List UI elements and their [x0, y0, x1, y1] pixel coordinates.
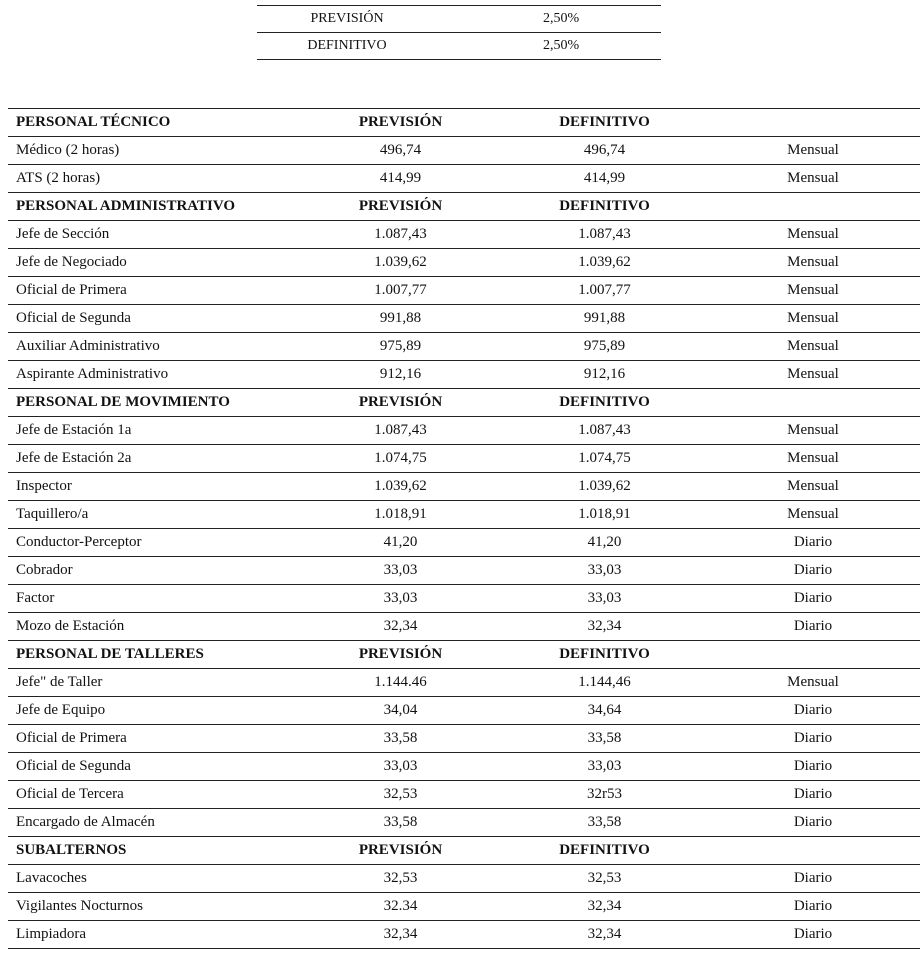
- column-header-prevision: PREVISIÓN: [298, 641, 503, 669]
- table-row: [8, 781, 920, 809]
- column-header-definitivo: DEFINITIVO: [503, 837, 706, 865]
- prevision-amount: 975,89: [298, 333, 503, 361]
- column-header-empty: [706, 193, 920, 221]
- prevision-amount: 33,03: [298, 753, 503, 781]
- pay-period: Diario: [706, 529, 920, 557]
- job-title: Jefe de Estación 2a: [8, 445, 298, 473]
- column-header-prevision: PREVISIÓN: [298, 193, 503, 221]
- job-title: ATS (2 horas): [8, 165, 298, 193]
- table-row: [8, 445, 920, 473]
- job-title: Jefe de Equipo: [8, 697, 298, 725]
- job-title: Mozo de Estación: [8, 613, 298, 641]
- summary-body: [257, 6, 661, 60]
- table-row: [8, 585, 920, 613]
- job-title: Jefe de Sección: [8, 221, 298, 249]
- table-row: [8, 669, 920, 697]
- definitivo-amount: 991,88: [503, 305, 706, 333]
- table-row: [8, 753, 920, 781]
- definitivo-amount: 1.144,46: [503, 669, 706, 697]
- job-title: Taquillero/a: [8, 501, 298, 529]
- prevision-amount: 33,58: [298, 809, 503, 837]
- definitivo-amount: 33,58: [503, 809, 706, 837]
- table-row: [8, 305, 920, 333]
- job-title: Jefe de Estación 1a: [8, 417, 298, 445]
- table-row: [8, 165, 920, 193]
- column-header-empty: [706, 389, 920, 417]
- pay-period: Mensual: [706, 501, 920, 529]
- pay-period: Diario: [706, 585, 920, 613]
- definitivo-amount: 33,03: [503, 753, 706, 781]
- table-row: [8, 221, 920, 249]
- pay-period: Mensual: [706, 165, 920, 193]
- summary-row: [257, 33, 661, 60]
- section-header-row: [8, 641, 920, 669]
- job-title: Auxiliar Administrativo: [8, 333, 298, 361]
- job-title: Oficial de Segunda: [8, 753, 298, 781]
- pay-period: Mensual: [706, 305, 920, 333]
- table-row: [8, 473, 920, 501]
- section-title: PERSONAL DE TALLERES: [8, 641, 298, 669]
- definitivo-amount: 1.039,62: [503, 249, 706, 277]
- prevision-amount: 32,34: [298, 613, 503, 641]
- section-header-row: [8, 193, 920, 221]
- definitivo-amount: 1.087,43: [503, 417, 706, 445]
- pay-period: Mensual: [706, 221, 920, 249]
- table-row: [8, 249, 920, 277]
- column-header-prevision: PREVISIÓN: [298, 837, 503, 865]
- prevision-amount: 32,53: [298, 781, 503, 809]
- prevision-amount: 1.087,43: [298, 221, 503, 249]
- job-title: Inspector: [8, 473, 298, 501]
- job-title: Oficial de Tercera: [8, 781, 298, 809]
- pay-period: Mensual: [706, 445, 920, 473]
- section-title: PERSONAL DE MOVIMIENTO: [8, 389, 298, 417]
- pay-period: Diario: [706, 613, 920, 641]
- job-title: Oficial de Primera: [8, 725, 298, 753]
- table-row: [8, 529, 920, 557]
- table-row: [8, 557, 920, 585]
- column-header-empty: [706, 109, 920, 137]
- prevision-amount: 1.039,62: [298, 249, 503, 277]
- prevision-amount: 32.34: [298, 893, 503, 921]
- job-title: Oficial de Segunda: [8, 305, 298, 333]
- definitivo-amount: 33,03: [503, 585, 706, 613]
- pay-period: Diario: [706, 557, 920, 585]
- prevision-amount: 414,99: [298, 165, 503, 193]
- definitivo-amount: 1.018,91: [503, 501, 706, 529]
- column-header-empty: [706, 837, 920, 865]
- increase-summary-table: [257, 5, 661, 60]
- prevision-amount: 496,74: [298, 137, 503, 165]
- prevision-amount: 912,16: [298, 361, 503, 389]
- pay-period: Diario: [706, 809, 920, 837]
- definitivo-amount: 33,03: [503, 557, 706, 585]
- prevision-amount: 991,88: [298, 305, 503, 333]
- job-title: Jefe" de Taller: [8, 669, 298, 697]
- definitivo-amount: 1.087,43: [503, 221, 706, 249]
- column-header-definitivo: DEFINITIVO: [503, 193, 706, 221]
- prevision-amount: 32,34: [298, 921, 503, 949]
- pay-period: Diario: [706, 893, 920, 921]
- definitivo-amount: 32,34: [503, 893, 706, 921]
- table-row: [8, 725, 920, 753]
- pay-period: Mensual: [706, 361, 920, 389]
- job-title: Jefe de Negociado: [8, 249, 298, 277]
- pay-period: Mensual: [706, 277, 920, 305]
- column-header-definitivo: DEFINITIVO: [503, 389, 706, 417]
- job-title: Oficial de Primera: [8, 277, 298, 305]
- salary-table: [8, 108, 920, 949]
- job-title: Aspirante Administrativo: [8, 361, 298, 389]
- job-title: Limpiadora: [8, 921, 298, 949]
- pay-period: Mensual: [706, 249, 920, 277]
- prevision-amount: 32,53: [298, 865, 503, 893]
- salary-table-body: [8, 109, 920, 949]
- definitivo-amount: 1.039,62: [503, 473, 706, 501]
- prevision-amount: 1.087,43: [298, 417, 503, 445]
- definitivo-amount: 32,34: [503, 921, 706, 949]
- prevision-amount: 41,20: [298, 529, 503, 557]
- table-row: [8, 809, 920, 837]
- job-title: Vigilantes Nocturnos: [8, 893, 298, 921]
- prevision-amount: 33,03: [298, 557, 503, 585]
- definitivo-amount: 32r53: [503, 781, 706, 809]
- section-header-row: [8, 389, 920, 417]
- prevision-amount: 1.144.46: [298, 669, 503, 697]
- definitivo-amount: 1.074,75: [503, 445, 706, 473]
- definitivo-amount: 1.007,77: [503, 277, 706, 305]
- pay-period: Diario: [706, 865, 920, 893]
- pay-period: Diario: [706, 725, 920, 753]
- section-title: SUBALTERNOS: [8, 837, 298, 865]
- pay-period: Mensual: [706, 333, 920, 361]
- table-row: [8, 277, 920, 305]
- pay-period: Mensual: [706, 473, 920, 501]
- pay-period: Diario: [706, 921, 920, 949]
- definitivo-amount: 34,64: [503, 697, 706, 725]
- pay-period: Mensual: [706, 417, 920, 445]
- prevision-amount: 1.074,75: [298, 445, 503, 473]
- job-title: Médico (2 horas): [8, 137, 298, 165]
- definitivo-amount: 912,16: [503, 361, 706, 389]
- summary-label: PREVISIÓN: [257, 6, 437, 33]
- summary-label: DEFINITIVO: [257, 33, 437, 60]
- table-row: [8, 613, 920, 641]
- pay-period: Mensual: [706, 669, 920, 697]
- table-row: [8, 697, 920, 725]
- prevision-amount: 1.018,91: [298, 501, 503, 529]
- table-row: [8, 137, 920, 165]
- pay-period: Mensual: [706, 137, 920, 165]
- pay-period: Diario: [706, 781, 920, 809]
- table-row: [8, 361, 920, 389]
- column-header-empty: [706, 641, 920, 669]
- column-header-prevision: PREVISIÓN: [298, 389, 503, 417]
- table-row: [8, 501, 920, 529]
- table-row: [8, 417, 920, 445]
- pay-period: Diario: [706, 697, 920, 725]
- column-header-definitivo: DEFINITIVO: [503, 109, 706, 137]
- definitivo-amount: 975,89: [503, 333, 706, 361]
- definitivo-amount: 33,58: [503, 725, 706, 753]
- pay-period: Diario: [706, 753, 920, 781]
- prevision-amount: 1.007,77: [298, 277, 503, 305]
- table-row: [8, 893, 920, 921]
- column-header-prevision: PREVISIÓN: [298, 109, 503, 137]
- section-title: PERSONAL ADMINISTRATIVO: [8, 193, 298, 221]
- prevision-amount: 34,04: [298, 697, 503, 725]
- definitivo-amount: 496,74: [503, 137, 706, 165]
- table-row: [8, 333, 920, 361]
- table-row: [8, 921, 920, 949]
- summary-value: 2,50%: [437, 33, 661, 60]
- section-header-row: [8, 837, 920, 865]
- column-header-definitivo: DEFINITIVO: [503, 641, 706, 669]
- summary-row: [257, 6, 661, 33]
- job-title: Cobrador: [8, 557, 298, 585]
- section-title: PERSONAL TÉCNICO: [8, 109, 298, 137]
- job-title: Factor: [8, 585, 298, 613]
- section-header-row: [8, 109, 920, 137]
- definitivo-amount: 414,99: [503, 165, 706, 193]
- definitivo-amount: 32,34: [503, 613, 706, 641]
- job-title: Conductor-Perceptor: [8, 529, 298, 557]
- definitivo-amount: 41,20: [503, 529, 706, 557]
- prevision-amount: 1.039,62: [298, 473, 503, 501]
- table-row: [8, 865, 920, 893]
- job-title: Lavacoches: [8, 865, 298, 893]
- definitivo-amount: 32,53: [503, 865, 706, 893]
- summary-value: 2,50%: [437, 6, 661, 33]
- prevision-amount: 33,03: [298, 585, 503, 613]
- job-title: Encargado de Almacén: [8, 809, 298, 837]
- prevision-amount: 33,58: [298, 725, 503, 753]
